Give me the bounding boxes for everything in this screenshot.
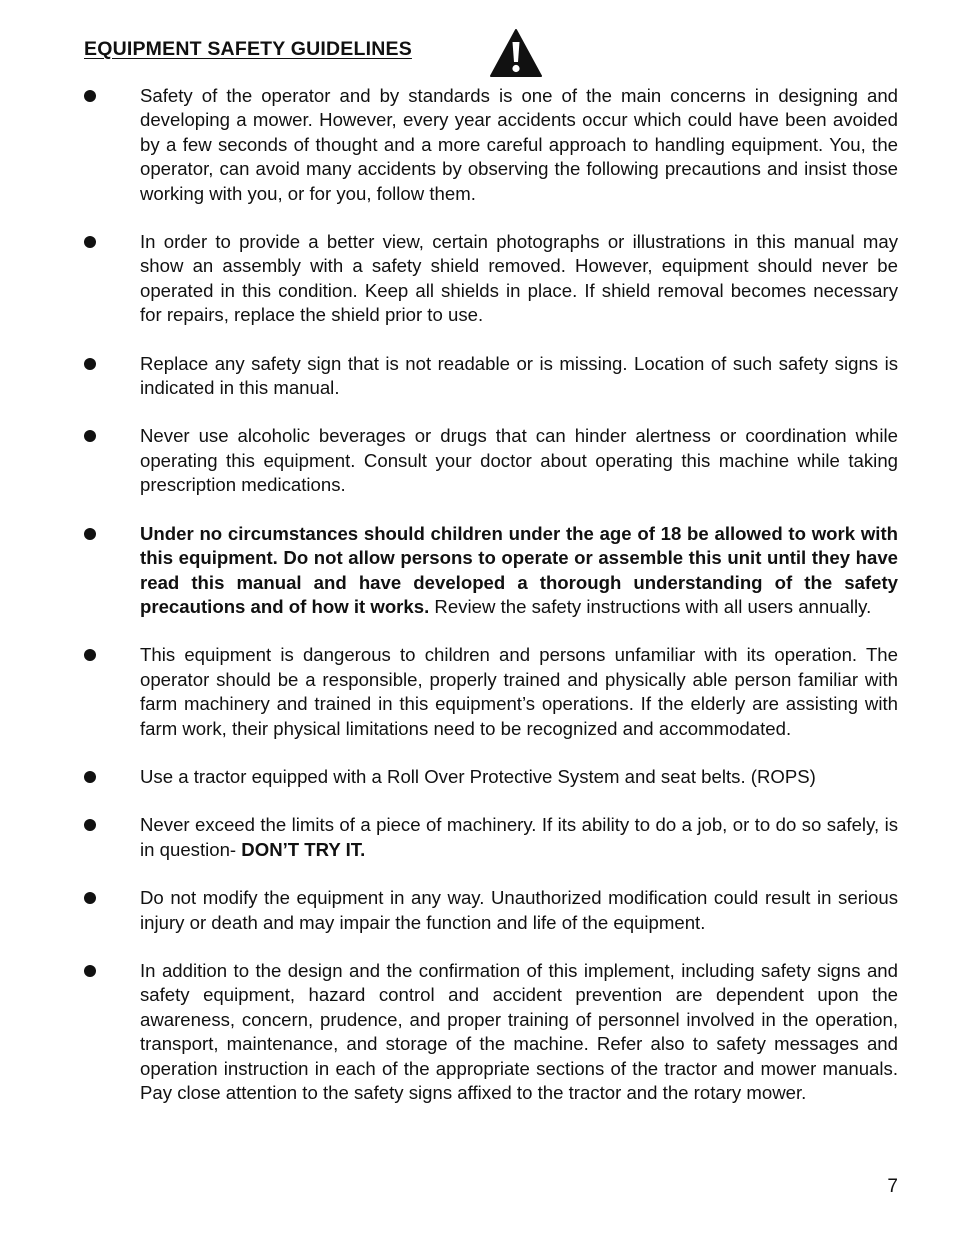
item-text: In order to provide a better view, certain photographs or illustrations in this manual may show an assembly with a safety shield removed. However, equipment should never be operated in this condition. Keep all shields in place. If shield removal becomes necessary for repairs, replace the shield prior to use. — [140, 231, 898, 326]
item-text: Do not modify the equipment in any way. Unauthorized modification could result in serious injury or death and may impair the function and life of the equipment. — [140, 887, 898, 933]
bullet-icon — [84, 649, 96, 661]
bullet-icon — [84, 430, 96, 442]
bullet-icon — [84, 90, 96, 102]
bullet-icon — [84, 819, 96, 831]
list-item — [84, 230, 898, 328]
item-text: Use a tractor equipped with a Roll Over Protective System and seat belts. (ROPS) — [140, 765, 816, 787]
item-text: Never exceed the limits of a piece of machinery. If its ability to do a job, or to do so safely, is in question- — [140, 814, 898, 860]
item-text-bold: Under no circumstances should children under the age of 18 be allowed to work with this equipment. Do not allow persons to operate or assemble this unit until they have read this manual and have developed a thorough understanding of the safety precautions and of how it works. — [140, 522, 898, 617]
list-item — [84, 424, 898, 497]
item-text: Never use alcoholic beverages or drugs that can hinder alertness or coordination while operating this equipment. Consult your doctor about operating this machine while taking prescription medications. — [140, 425, 898, 496]
page-heading: EQUIPMENT SAFETY GUIDELINES — [84, 38, 412, 60]
list-item — [84, 813, 898, 862]
item-text-bold: DON’T TRY IT. — [241, 838, 366, 860]
item-text: This equipment is dangerous to children and persons unfamiliar with its operation. The operator should be a responsible, properly trained and physically able person familiar with farm machinery and trained in this equipment’s operations. If the elderly are assisting with farm work, their physical limitations need to be recognized and accommodated. — [140, 644, 898, 739]
item-text: In addition to the design and the confirmation of this implement, including safety signs and safety equipment, hazard control and accident prevention are dependent upon the awareness, concern, prudence, and proper training of personnel involved in the operation, transport, maintenance, and storage of the machine. Refer also to safety messages and operation instruction in each of the appropriate sections of the tractor and mower manuals. Pay close attention to the safety signs affixed to the tractor and the rotary mower. — [140, 959, 898, 1103]
item-text: Replace any safety sign that is not readable or is missing. Location of such safety signs is indicated in this manual. — [140, 352, 898, 399]
page-number: 7 — [887, 1176, 898, 1197]
bullet-icon — [84, 528, 96, 540]
bullet-icon — [84, 358, 96, 370]
bullet-icon — [84, 965, 96, 977]
item-text: Review the safety instructions with all users annually. — [429, 595, 872, 617]
list-item — [84, 886, 898, 935]
list-item — [84, 84, 898, 206]
list-item — [84, 959, 898, 1105]
item-text: Safety of the operator and by standards is one of the main concerns in designing and developing a mower. However, every year accidents occur which could have been avoided by a few seconds of thought and a more careful approach to handling equipment. You, the operator, can avoid many accidents by observing the following precautions and insist those working with you, or for you, follow them. — [140, 85, 898, 204]
list-item — [84, 352, 898, 401]
bullet-icon — [84, 236, 96, 248]
list-item — [84, 522, 898, 620]
list-item — [84, 643, 898, 741]
list-item — [84, 765, 898, 789]
bullet-icon — [84, 892, 96, 904]
bullet-icon — [84, 771, 96, 783]
warning-triangle-icon — [489, 28, 543, 78]
guidelines-list — [84, 84, 898, 1105]
